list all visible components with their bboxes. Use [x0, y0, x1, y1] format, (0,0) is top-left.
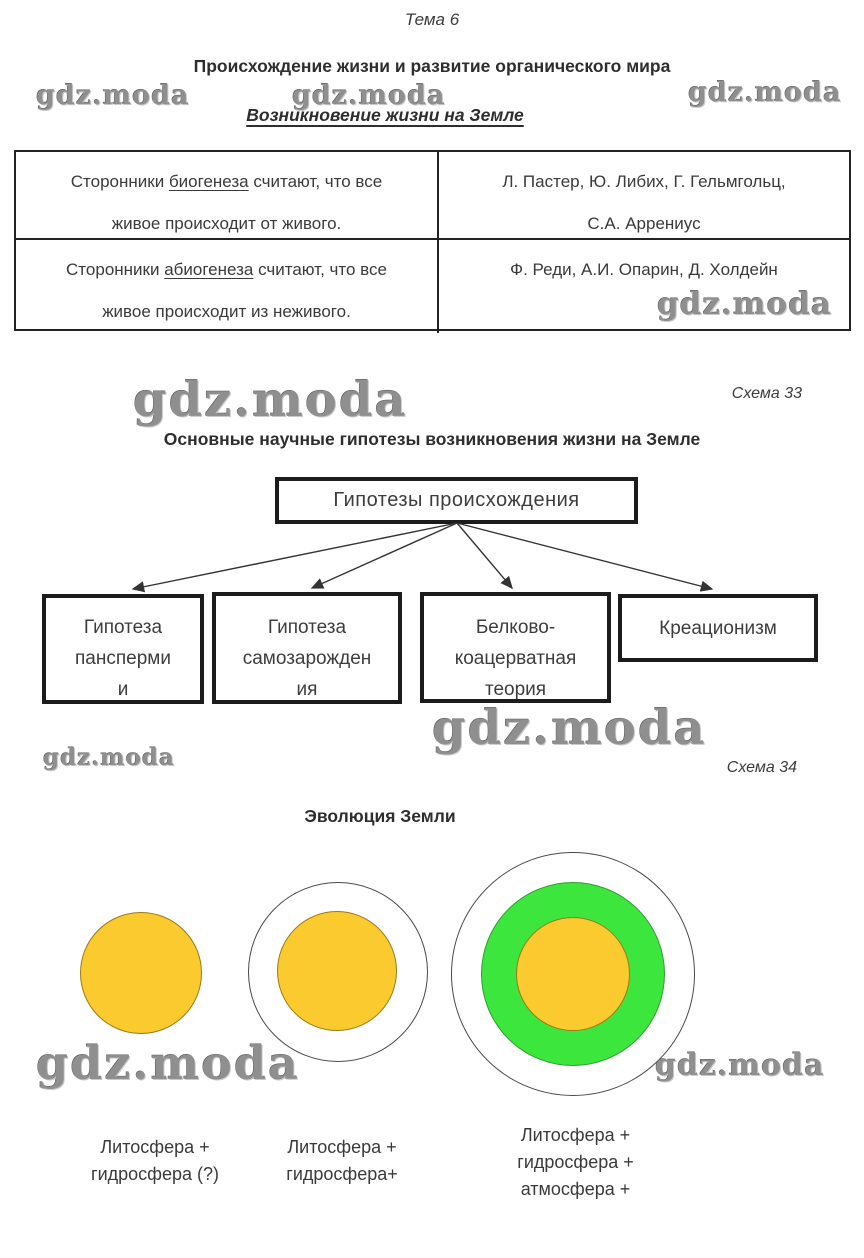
- topic-label: Тема 6: [404, 10, 460, 29]
- watermark: gdz.moda: [432, 700, 707, 756]
- schema-34-heading: Эволюция Земли: [304, 806, 456, 826]
- schema-33-heading: Основные научные гипотезы возникновения жизни на Земле: [163, 429, 701, 449]
- hypothesis-box-creationism: Креационизм: [618, 594, 818, 662]
- underlined-term: биогенеза: [168, 172, 249, 191]
- biogenesis-table: [14, 150, 851, 331]
- statement-line-1: Сторонники абиогенеза считают, что все: [66, 260, 387, 279]
- statement-line-2: живое происходит из неживого.: [102, 302, 351, 321]
- watermark: gdz.moda: [688, 77, 842, 108]
- page-subtitle: Возникновение жизни на Земле: [246, 105, 524, 125]
- page-title: Происхождение жизни и развитие органического мира: [193, 56, 671, 76]
- hypothesis-box-spontaneous-generation: Гипотеза самозарожден ия: [212, 592, 402, 704]
- stage1-caption: Литосфера + гидросфера (?): [91, 1137, 219, 1184]
- scientists-line-2: С.А. Аррениус: [587, 214, 701, 233]
- hypothesis-box-coacervate-theory: Белково- коацерватная теория: [420, 592, 611, 703]
- scientists-line-1: Ф. Реди, А.И. Опарин, Д. Холдейн: [510, 260, 778, 279]
- statement-line-1: Сторонники биогенеза считают, что все: [70, 172, 383, 191]
- table-cell-abiogenesis-statement: [16, 240, 439, 333]
- watermark: gdz.moda: [133, 372, 408, 428]
- watermark: gdz.moda: [36, 80, 190, 111]
- stage3-lithosphere-circle: [516, 917, 630, 1031]
- table-cell-biogenesis-statement: [16, 152, 439, 240]
- watermark: gdz.moda: [657, 286, 832, 322]
- stage3-caption: Литосфера + гидросфера + атмосфера +: [517, 1125, 634, 1199]
- scientists-line-1: Л. Пастер, Ю. Либих, Г. Гельмгольц,: [502, 172, 786, 191]
- table-cell-abiogenesis-scientists: [439, 240, 849, 333]
- stage2-hydrosphere-ring: [248, 882, 428, 1062]
- schema-34-label: Схема 34: [726, 759, 797, 776]
- hypothesis-box-panspermia: Гипотеза пансперми и: [42, 594, 204, 704]
- stage2-caption: Литосфера + гидросфера+: [286, 1137, 398, 1184]
- underlined-term: абиогенеза: [164, 260, 254, 279]
- watermark: gdz.moda: [292, 80, 446, 111]
- schema-33-label: Схема 33: [731, 385, 802, 402]
- stage3-atmosphere-ring: [481, 882, 665, 1066]
- hypotheses-root-box: Гипотезы происхождения: [275, 477, 638, 524]
- watermark: gdz.moda: [36, 1036, 300, 1090]
- stage2-lithosphere-circle: [277, 911, 397, 1031]
- watermark: gdz.moda: [655, 1048, 825, 1083]
- table-cell-biogenesis-scientists: [439, 152, 849, 240]
- statement-line-2: живое происходит от живого.: [111, 214, 342, 233]
- watermark: gdz.moda: [43, 744, 175, 771]
- stage1-lithosphere-circle: [80, 912, 202, 1034]
